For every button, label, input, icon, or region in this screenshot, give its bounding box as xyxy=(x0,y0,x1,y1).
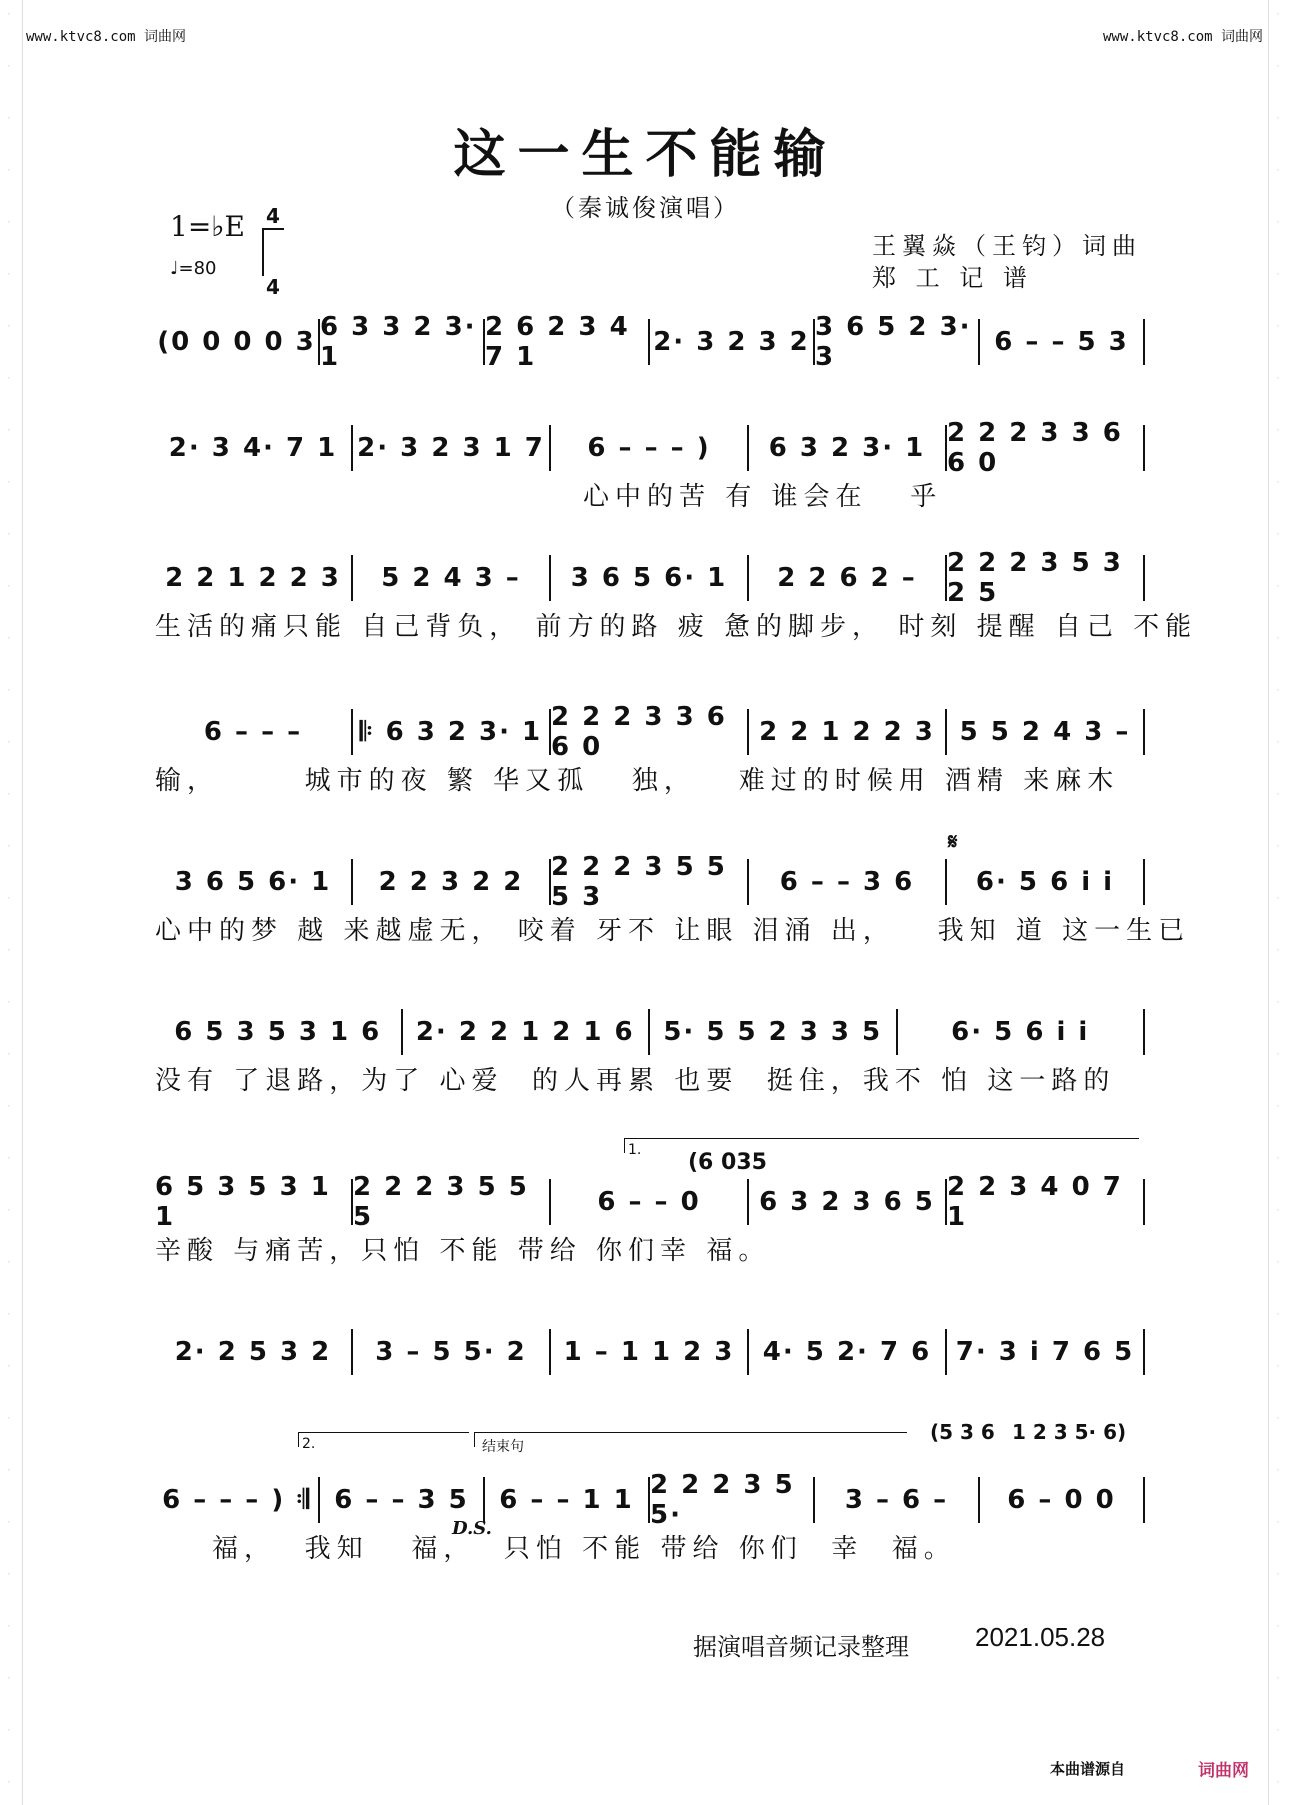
ds-marking: D.S. xyxy=(452,1518,492,1539)
measure: 2 2 2 3 5 5· xyxy=(650,1470,795,1530)
measure: 2 2 3 2 2 xyxy=(378,867,524,897)
watermark-mark: · xyxy=(7,1154,11,1164)
watermark-mark: · xyxy=(7,998,11,1008)
watermark-mark: · xyxy=(1276,790,1280,800)
ending-bracket xyxy=(474,1432,907,1447)
barline xyxy=(1143,1179,1145,1225)
measure: 2 2 2 3 5 5 5 3 xyxy=(551,852,727,912)
measure: 6 – – 0 xyxy=(597,1187,701,1217)
site-url-right[interactable]: www.ktvc8.com 词曲网 xyxy=(1103,29,1264,45)
watermark-mark: · xyxy=(7,1674,11,1684)
source-site-link[interactable]: 词曲网 xyxy=(1198,1761,1249,1781)
measure: 2 2 6 2 – xyxy=(777,563,917,593)
watermark-mark: · xyxy=(1276,1206,1280,1216)
watermark-mark: · xyxy=(7,374,11,384)
left-watermark-strip xyxy=(0,0,23,1805)
watermark-mark: · xyxy=(7,114,11,124)
measure: (0 0 0 0 3 xyxy=(157,327,316,357)
watermark-mark: · xyxy=(1276,686,1280,696)
watermark-mark: · xyxy=(7,166,11,176)
watermark-mark: · xyxy=(7,1414,11,1424)
measure: 2· 3 2 3 1 7 xyxy=(357,433,545,463)
watermark-mark: · xyxy=(1276,270,1280,280)
measure: 3 – 6 – xyxy=(844,1485,949,1515)
watermark-mark: · xyxy=(7,1310,11,1320)
watermark-mark: · xyxy=(7,270,11,280)
barline xyxy=(1143,859,1145,905)
measure: 2 2 2 3 5 3 2 5 xyxy=(947,548,1123,608)
score-line xyxy=(155,852,1145,912)
volta-1-fill: (6 035 xyxy=(688,1150,767,1175)
score-line xyxy=(155,702,1145,762)
measure: 2 2 1 2 2 3 xyxy=(165,563,341,593)
measure: 2 2 2 3 3 6 6 0 xyxy=(947,418,1123,478)
ending-fill-b: 1 2 3 5· 6) xyxy=(1012,1420,1127,1444)
watermark-mark: · xyxy=(7,1050,11,1060)
measure: 6 3 2 3· 1 xyxy=(768,433,926,463)
watermark-mark: · xyxy=(7,634,11,644)
ending-label: 结束句 xyxy=(482,1439,524,1455)
watermark-mark: · xyxy=(7,738,11,748)
measure: 3 6 5 2 3· 3 xyxy=(815,312,972,372)
score-line xyxy=(155,1332,1145,1372)
segno-sign: 𝄋 xyxy=(948,830,958,855)
measure: 2 2 2 3 5 5 5 xyxy=(353,1172,529,1232)
watermark-mark: · xyxy=(7,10,11,20)
score-line xyxy=(155,1172,1145,1232)
barline xyxy=(1143,709,1145,755)
measure: 5· 5 5 2 3 3 5 xyxy=(663,1017,883,1047)
watermark-mark: · xyxy=(1276,218,1280,228)
footer-date: 2021.05.28 xyxy=(975,1622,1106,1652)
score-line xyxy=(155,1012,1145,1052)
notes-row xyxy=(155,548,1145,608)
watermark-mark: · xyxy=(1276,1154,1280,1164)
watermark-mark: · xyxy=(1276,894,1280,904)
watermark-mark: · xyxy=(7,686,11,696)
measure: 6 – – – ) 𝄇 xyxy=(162,1484,311,1515)
notes-row xyxy=(155,702,1145,762)
lyric-line: 心中的梦 越 来越虚无， 咬着 牙不 让眼 泪涌 出， 我知 道 这一生已 xyxy=(155,916,1191,946)
watermark-mark: · xyxy=(1276,322,1280,332)
song-title: 这一生不能输 xyxy=(453,124,838,185)
watermark-mark: · xyxy=(1276,1622,1280,1632)
measure: 6· 5 6 i i xyxy=(951,1017,1090,1047)
measure: 𝄆 6 3 2 3· 1 xyxy=(359,716,543,747)
watermark-mark: · xyxy=(1276,946,1280,956)
barline xyxy=(1143,1009,1145,1055)
watermark-mark: · xyxy=(7,1362,11,1372)
song-subtitle: （秦诚俊演唱） xyxy=(551,194,740,222)
watermark-mark: · xyxy=(1276,1050,1280,1060)
watermark-mark: · xyxy=(1276,426,1280,436)
key-signature: 1=♭E xyxy=(170,210,245,243)
tempo-marking: ♩=80 xyxy=(170,258,217,279)
watermark-mark: · xyxy=(1276,634,1280,644)
measure: 6 – – 3 5 xyxy=(334,1485,469,1515)
credit-transcriber: 郑 工 记 谱 xyxy=(872,264,1033,292)
watermark-mark: · xyxy=(1276,998,1280,1008)
watermark-mark: · xyxy=(1276,530,1280,540)
notes-row xyxy=(155,1012,1145,1052)
watermark-mark: · xyxy=(1276,1102,1280,1112)
watermark-mark: · xyxy=(1276,374,1280,384)
measure: 1 – 1 1 2 3 xyxy=(563,1337,735,1367)
watermark-mark: · xyxy=(1276,1570,1280,1580)
measure: 2· 3 2 3 2 xyxy=(653,327,810,357)
barline xyxy=(1143,319,1145,365)
right-watermark-strip xyxy=(1268,0,1291,1805)
source-label: 本曲谱源自 xyxy=(1050,1760,1126,1778)
lyric-line: 没有 了退路，为了 心爱 的人再累 也要 挺住，我不 怕 这一路的 xyxy=(155,1066,1116,1096)
watermark-mark: · xyxy=(7,1622,11,1632)
volta-1-label: 1. xyxy=(628,1142,642,1158)
watermark-mark: · xyxy=(1276,1414,1280,1424)
measure: 2· 2 2 1 2 1 6 xyxy=(415,1017,635,1047)
score-line xyxy=(155,312,1145,372)
notes-row xyxy=(155,312,1145,372)
notes-row xyxy=(155,418,1145,478)
watermark-mark: · xyxy=(7,790,11,800)
barline xyxy=(1143,1329,1145,1375)
lyric-line: 辛酸 与痛苦，只怕 不能 带给 你们幸 福。 xyxy=(155,1236,771,1266)
measure: 2· 3 4· 7 1 xyxy=(168,433,338,463)
watermark-mark: · xyxy=(7,218,11,228)
volta-2-bracket xyxy=(298,1432,469,1447)
watermark-mark: · xyxy=(1276,1778,1280,1788)
ending-fill-a: (5 3 6 xyxy=(930,1420,995,1444)
watermark-mark: · xyxy=(7,1726,11,1736)
credit-lyrics-music: 王翼焱（王钧）词曲 xyxy=(872,232,1142,260)
time-denominator: 4 xyxy=(266,275,280,299)
lyric-line: 福， 我知 福， 只怕 不能 带给 你们 幸 福。 xyxy=(155,1534,956,1564)
watermark-mark: · xyxy=(7,426,11,436)
measure: 2 2 1 2 2 3 xyxy=(759,717,935,747)
watermark-mark: · xyxy=(1276,10,1280,20)
watermark-mark: · xyxy=(7,1778,11,1788)
watermark-mark: · xyxy=(7,1466,11,1476)
barline xyxy=(1143,1477,1145,1523)
watermark-mark: · xyxy=(7,1206,11,1216)
watermark-mark: · xyxy=(7,946,11,956)
score-line xyxy=(155,548,1145,608)
watermark-mark: · xyxy=(7,842,11,852)
barline xyxy=(1143,555,1145,601)
score-line xyxy=(155,418,1145,478)
lyric-line: 心中的苦 有 谁会在 乎 xyxy=(155,482,943,512)
measure: 3 6 5 6· 1 xyxy=(174,867,332,897)
watermark-mark: · xyxy=(7,530,11,540)
watermark-mark: · xyxy=(7,894,11,904)
notes-row xyxy=(155,1332,1145,1372)
site-url-left[interactable]: www.ktvc8.com 词曲网 xyxy=(26,29,187,45)
measure: 2· 2 5 3 2 xyxy=(174,1337,332,1367)
measure: 2 6 2 3 4 7 1 xyxy=(485,312,630,372)
measure: 6 3 3 2 3· 1 xyxy=(320,312,477,372)
measure: 6 – – 1 1 xyxy=(499,1485,634,1515)
lyric-line: 生活的痛只能 自己背负， 前方的路 疲 惫的脚步， 时刻 提醒 自己 不能 xyxy=(155,612,1198,642)
watermark-mark: · xyxy=(7,582,11,592)
measure: 2 2 2 3 3 6 6 0 xyxy=(551,702,727,762)
watermark-mark: · xyxy=(1276,738,1280,748)
watermark-mark: · xyxy=(1276,62,1280,72)
watermark-mark: · xyxy=(1276,166,1280,176)
measure: 5 5 2 4 3 – xyxy=(959,717,1131,747)
watermark-mark: · xyxy=(1276,1362,1280,1372)
watermark-mark: · xyxy=(1276,1518,1280,1528)
watermark-mark: · xyxy=(7,1570,11,1580)
measure: 2 2 3 4 0 7 1 xyxy=(947,1172,1123,1232)
notes-row xyxy=(155,852,1145,912)
watermark-mark: · xyxy=(1276,582,1280,592)
watermark-mark: · xyxy=(1276,842,1280,852)
time-numerator: 4 xyxy=(266,204,280,228)
measure: 7· 3 i 7 6 5 xyxy=(955,1337,1135,1367)
footer-note: 据演唱音频记录整理 xyxy=(693,1633,909,1661)
watermark-mark: · xyxy=(1276,1310,1280,1320)
watermark-mark: · xyxy=(1276,1726,1280,1736)
measure: 6 5 3 5 3 1 1 xyxy=(155,1172,331,1232)
watermark-mark: · xyxy=(7,62,11,72)
measure: 5 2 4 3 – xyxy=(381,563,521,593)
watermark-mark: · xyxy=(7,322,11,332)
measure: 4· 5 2· 7 6 xyxy=(762,1337,932,1367)
measure: 6 5 3 5 3 1 6 xyxy=(174,1017,382,1047)
watermark-mark: · xyxy=(7,1258,11,1268)
watermark-mark: · xyxy=(1276,1674,1280,1684)
watermark-mark: · xyxy=(1276,478,1280,488)
volta-2-label: 2. xyxy=(302,1436,316,1452)
measure: 6 3 2 3 6 5 xyxy=(759,1187,935,1217)
time-signature xyxy=(262,206,284,298)
measure: 6· 5 6 i i xyxy=(975,867,1115,897)
measure: 6 – – – xyxy=(203,717,303,747)
watermark-mark: · xyxy=(1276,1258,1280,1268)
watermark-mark: · xyxy=(7,478,11,488)
measure: 3 6 5 6· 1 xyxy=(570,563,728,593)
notes-row xyxy=(155,1172,1145,1232)
watermark-mark: · xyxy=(1276,114,1280,124)
measure: 6 – – 5 3 xyxy=(994,327,1129,357)
measure: 6 – 0 0 xyxy=(1007,1485,1116,1515)
watermark-mark: · xyxy=(7,1518,11,1528)
watermark-mark: · xyxy=(1276,1466,1280,1476)
measure: 6 – – 3 6 xyxy=(779,867,915,897)
watermark-mark: · xyxy=(7,1102,11,1112)
barline xyxy=(1143,425,1145,471)
measure: 6 – – – ) xyxy=(587,433,711,463)
measure: 3 – 5 5· 2 xyxy=(375,1337,527,1367)
lyric-line: 输， 城市的夜 繁 华又孤 独， 难过的时候用 酒精 来麻木 xyxy=(155,766,1120,796)
